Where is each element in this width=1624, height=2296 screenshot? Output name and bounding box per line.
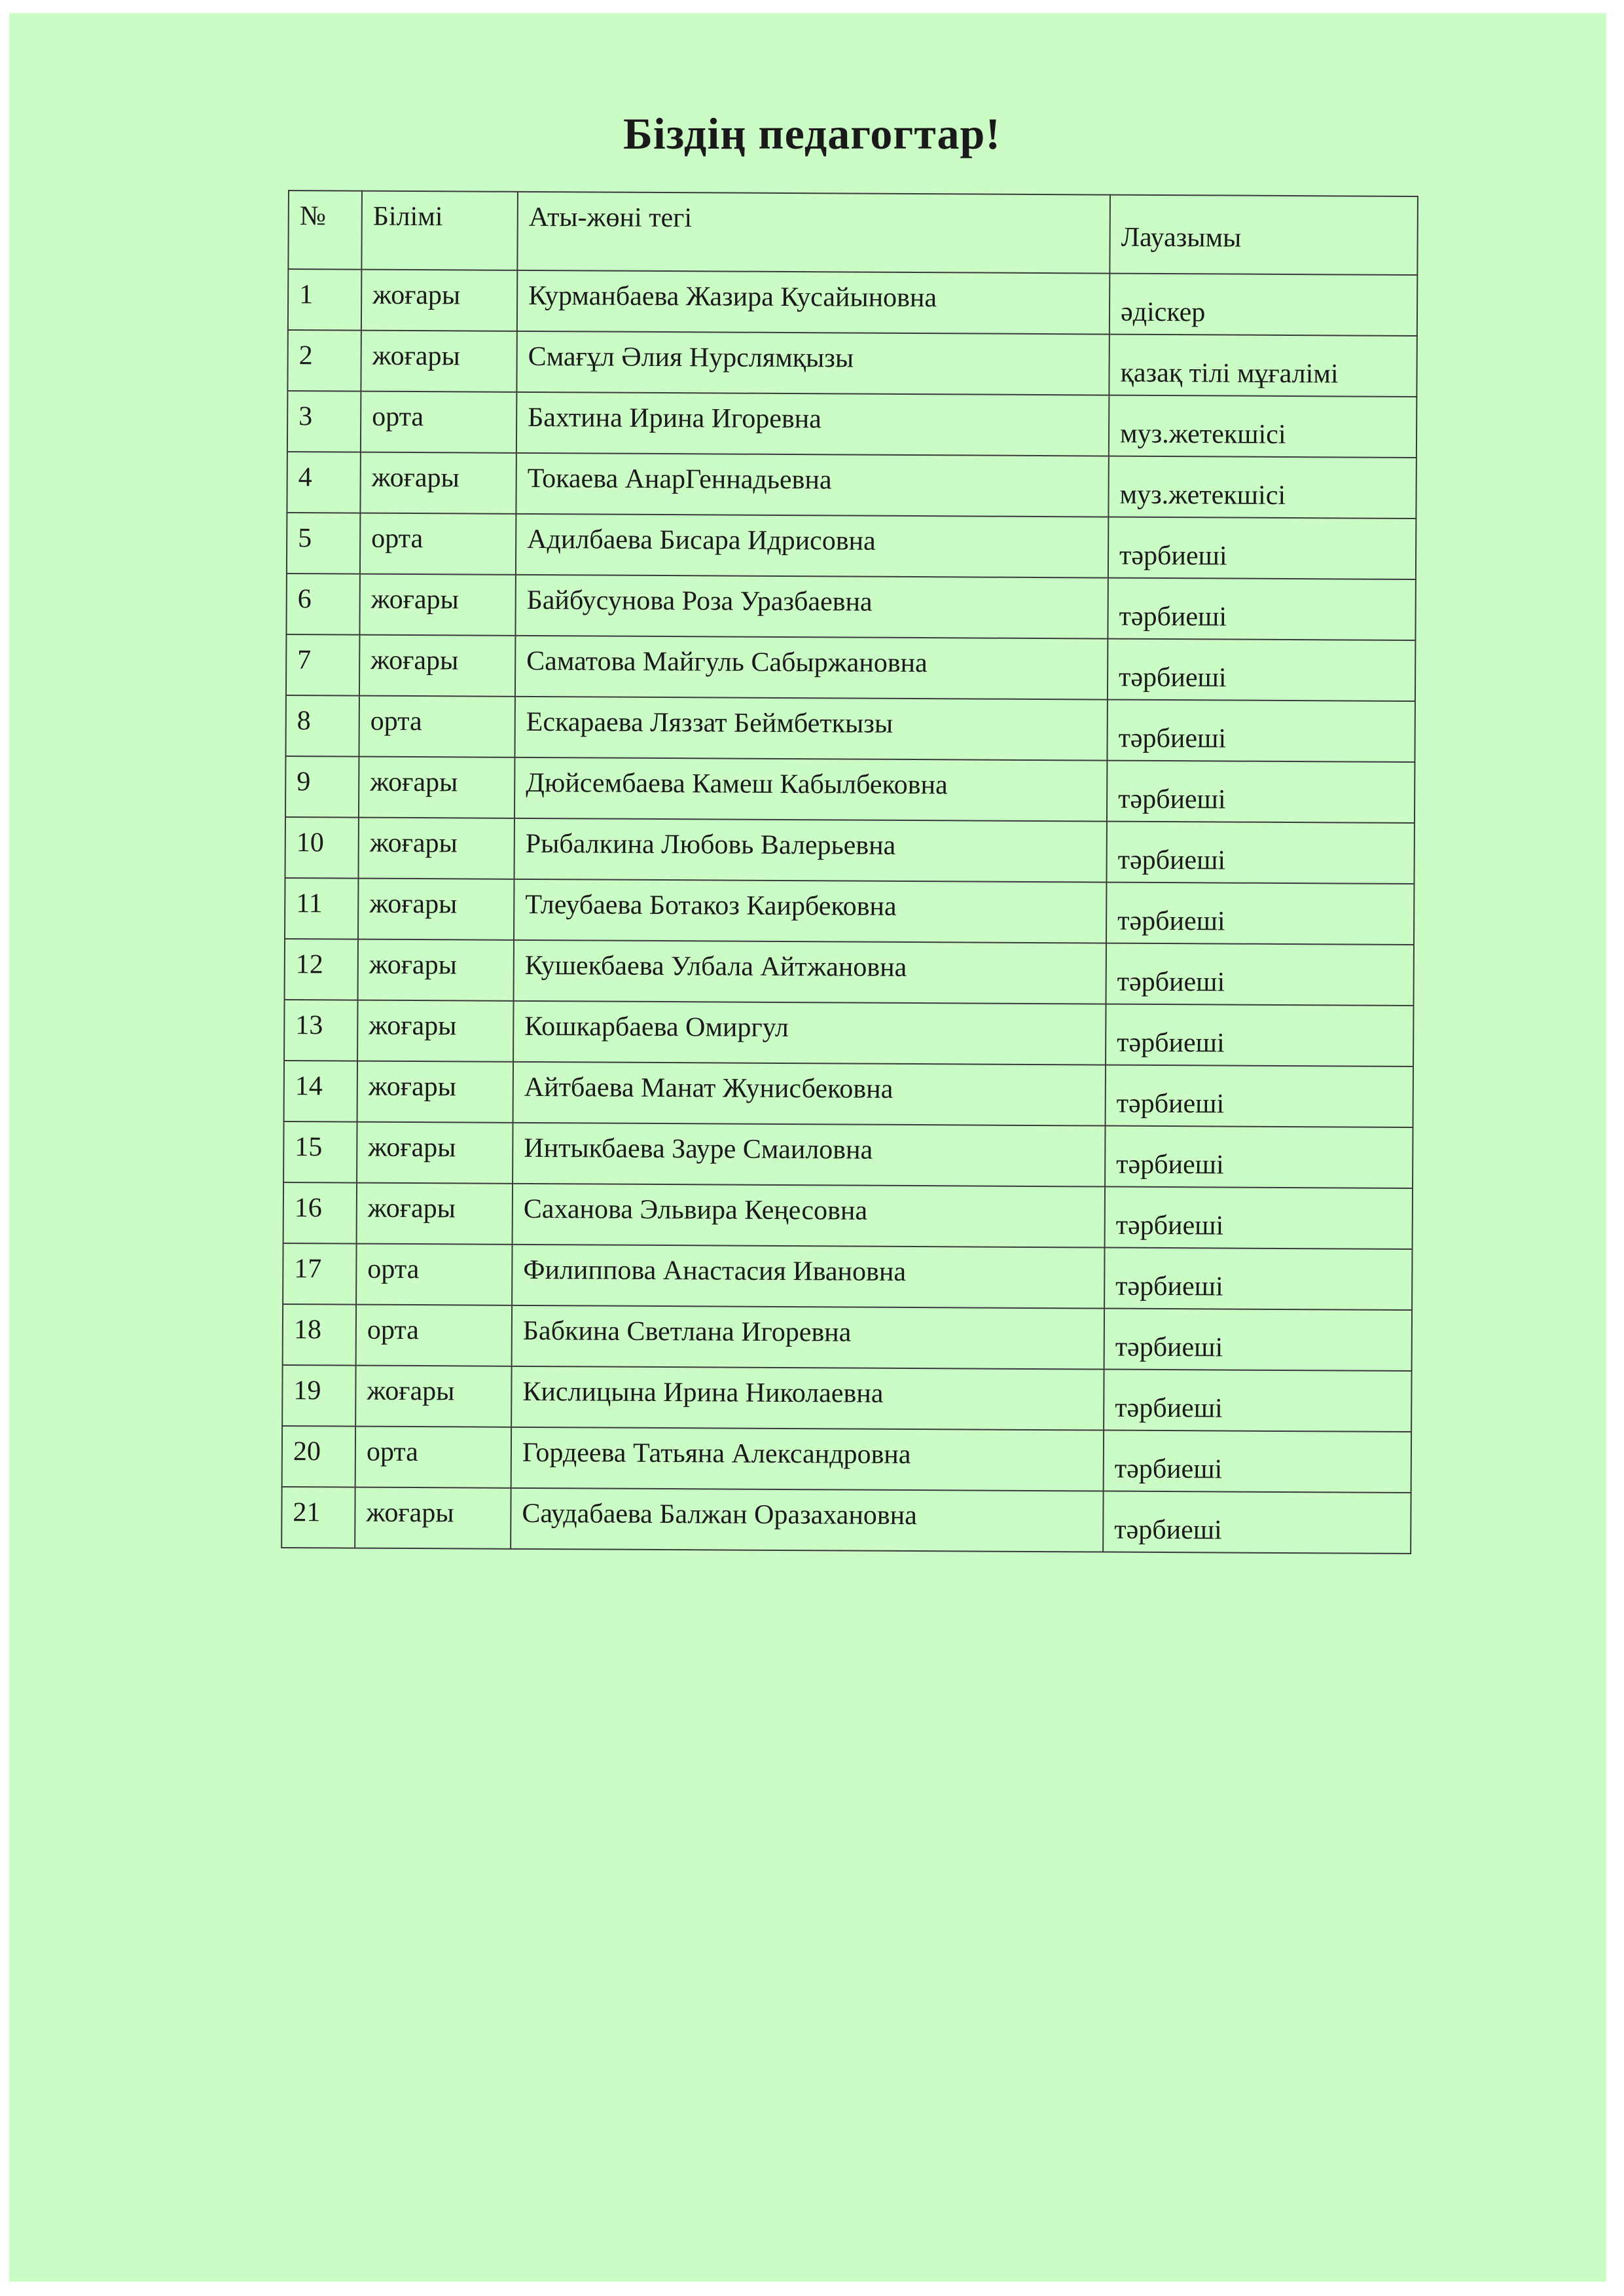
- cell-name: Кислицына Ирина Николаевна: [511, 1366, 1104, 1430]
- cell-name: Гордеева Татьяна Александровна: [511, 1427, 1104, 1491]
- cell-position: тәрбиеші: [1104, 1248, 1412, 1310]
- cell-education: орта: [359, 696, 514, 757]
- header-number: №: [288, 191, 362, 270]
- cell-number: 14: [284, 1061, 357, 1122]
- header-name: Аты-жөні тегі: [517, 192, 1110, 274]
- cell-position: тәрбиеші: [1108, 517, 1416, 579]
- header-position: Лауазымы: [1110, 195, 1418, 275]
- cell-position: тәрбиеші: [1105, 1187, 1413, 1249]
- cell-position: тәрбиеші: [1107, 700, 1415, 762]
- cell-number: 7: [286, 634, 359, 696]
- cell-name: Токаева АнарГеннадьевна: [516, 453, 1108, 517]
- cell-number: 20: [282, 1426, 355, 1487]
- cell-number: 21: [281, 1487, 355, 1548]
- cell-education: жоғары: [360, 452, 516, 514]
- table-row: [287, 452, 1416, 519]
- cell-education: жоғары: [357, 1000, 513, 1062]
- staff-table-container: [281, 190, 1418, 1554]
- table-row: [283, 1121, 1413, 1188]
- cell-number: 8: [285, 695, 359, 757]
- table-row: [282, 1426, 1411, 1493]
- cell-position: тәрбиеші: [1106, 822, 1414, 884]
- cell-number: 16: [283, 1182, 357, 1244]
- table-row: [287, 391, 1416, 458]
- cell-number: 1: [288, 269, 361, 331]
- cell-position: муз.жетекшісі: [1109, 395, 1416, 458]
- cell-position: тәрбиеші: [1106, 943, 1414, 1006]
- table-row: [286, 574, 1415, 640]
- table-row: [285, 817, 1414, 884]
- cell-number: 2: [287, 330, 361, 392]
- cell-name: Рыбалкина Любовь Валерьевна: [514, 818, 1106, 883]
- cell-number: 9: [285, 756, 359, 818]
- table-row: [284, 1061, 1413, 1127]
- cell-education: жоғары: [361, 331, 516, 392]
- table-row: [282, 1365, 1411, 1432]
- cell-position: тәрбиеші: [1104, 1309, 1412, 1371]
- table-row: [287, 513, 1416, 579]
- page-title: Біздің педагогтар!: [623, 109, 1001, 158]
- cell-name: Бабкина Светлана Игоревна: [512, 1305, 1104, 1370]
- cell-education: орта: [360, 513, 516, 575]
- cell-number: 17: [283, 1243, 356, 1305]
- header-education: Білімі: [361, 191, 518, 270]
- cell-name: Айтбаева Манат Жунисбековна: [513, 1062, 1106, 1126]
- cell-name: Саматова Майгуль Сабыржановна: [515, 636, 1108, 700]
- table-row: [288, 269, 1417, 336]
- cell-position: тәрбиеші: [1106, 1004, 1413, 1066]
- cell-name: Саудабаева Балжан Оразахановна: [511, 1488, 1103, 1552]
- cell-education: жоғары: [357, 1122, 513, 1184]
- cell-position: тәрбиеші: [1108, 639, 1415, 701]
- cell-education: орта: [356, 1305, 512, 1366]
- staff-table: [281, 190, 1418, 1554]
- cell-position: тәрбиеші: [1104, 1430, 1411, 1493]
- cell-name: Ескараева Ляззат Беймбеткызы: [514, 697, 1107, 761]
- cell-education: жоғары: [357, 1061, 513, 1123]
- table-row: [285, 878, 1414, 945]
- cell-number: 18: [283, 1304, 356, 1366]
- cell-position: тәрбиеші: [1107, 761, 1415, 823]
- cell-education: жоғары: [359, 757, 514, 818]
- cell-education: жоғары: [357, 1183, 513, 1245]
- table-row: [284, 1000, 1413, 1066]
- cell-number: 5: [287, 513, 360, 574]
- cell-position: тәрбиеші: [1104, 1370, 1411, 1432]
- cell-name: Смағұл Әлия Нурслямқызы: [516, 331, 1109, 395]
- cell-education: жоғары: [358, 939, 514, 1001]
- table-row: [287, 330, 1416, 397]
- cell-name: Филиппова Анастасия Ивановна: [512, 1245, 1104, 1309]
- cell-education: жоғары: [359, 574, 515, 636]
- cell-education: жоғары: [358, 818, 514, 879]
- table-row: [283, 1304, 1412, 1371]
- table-row: [283, 1182, 1413, 1249]
- cell-position: әдіскер: [1110, 274, 1417, 336]
- cell-position: тәрбиеші: [1108, 578, 1415, 640]
- cell-name: Адилбаева Бисара Идрисовна: [516, 514, 1108, 578]
- cell-number: 6: [286, 574, 359, 635]
- cell-education: жоғары: [355, 1487, 511, 1549]
- cell-number: 3: [287, 391, 361, 452]
- cell-education: жоғары: [359, 635, 515, 697]
- cell-name: Дюйсембаева Камеш Кабылбековна: [514, 757, 1107, 822]
- cell-number: 13: [284, 1000, 357, 1061]
- table-row: [281, 1487, 1411, 1554]
- cell-name: Интыкбаева Зауре Смаиловна: [513, 1123, 1105, 1187]
- cell-position: тәрбиеші: [1106, 883, 1414, 945]
- cell-name: Кушекбаева Улбала Айтжановна: [514, 940, 1106, 1004]
- table-row: [285, 939, 1414, 1006]
- cell-position: тәрбиеші: [1105, 1126, 1413, 1188]
- cell-education: орта: [361, 392, 516, 453]
- cell-education: орта: [355, 1427, 511, 1488]
- cell-education: жоғары: [358, 879, 514, 940]
- cell-number: 10: [285, 817, 358, 879]
- table-header-row: [288, 191, 1418, 275]
- cell-name: Байбусунова Роза Уразбаевна: [515, 575, 1108, 639]
- table-row: [285, 695, 1415, 762]
- cell-name: Кошкарбаева Омиргул: [513, 1001, 1106, 1065]
- cell-number: 11: [285, 878, 358, 939]
- cell-education: орта: [356, 1244, 512, 1305]
- cell-name: Тлеубаева Ботакоз Каирбековна: [514, 879, 1106, 943]
- cell-number: 4: [287, 452, 360, 513]
- cell-number: 12: [285, 939, 358, 1000]
- cell-name: Бахтина Ирина Игоревна: [516, 392, 1109, 456]
- cell-education: жоғары: [361, 270, 517, 331]
- cell-number: 15: [283, 1121, 357, 1183]
- cell-position: қазақ тілі мұғалімі: [1109, 335, 1416, 397]
- cell-position: тәрбиеші: [1106, 1065, 1413, 1127]
- cell-position: тәрбиеші: [1103, 1491, 1411, 1554]
- cell-number: 19: [282, 1365, 355, 1427]
- cell-name: Саханова Эльвира Кеңесовна: [513, 1184, 1105, 1248]
- cell-education: жоғары: [355, 1366, 511, 1427]
- cell-name: Курманбаева Жазира Кусайыновна: [517, 270, 1110, 335]
- cell-position: муз.жетекшісі: [1108, 456, 1416, 519]
- table-row: [285, 756, 1415, 823]
- table-row: [283, 1243, 1412, 1310]
- table-row: [286, 634, 1415, 701]
